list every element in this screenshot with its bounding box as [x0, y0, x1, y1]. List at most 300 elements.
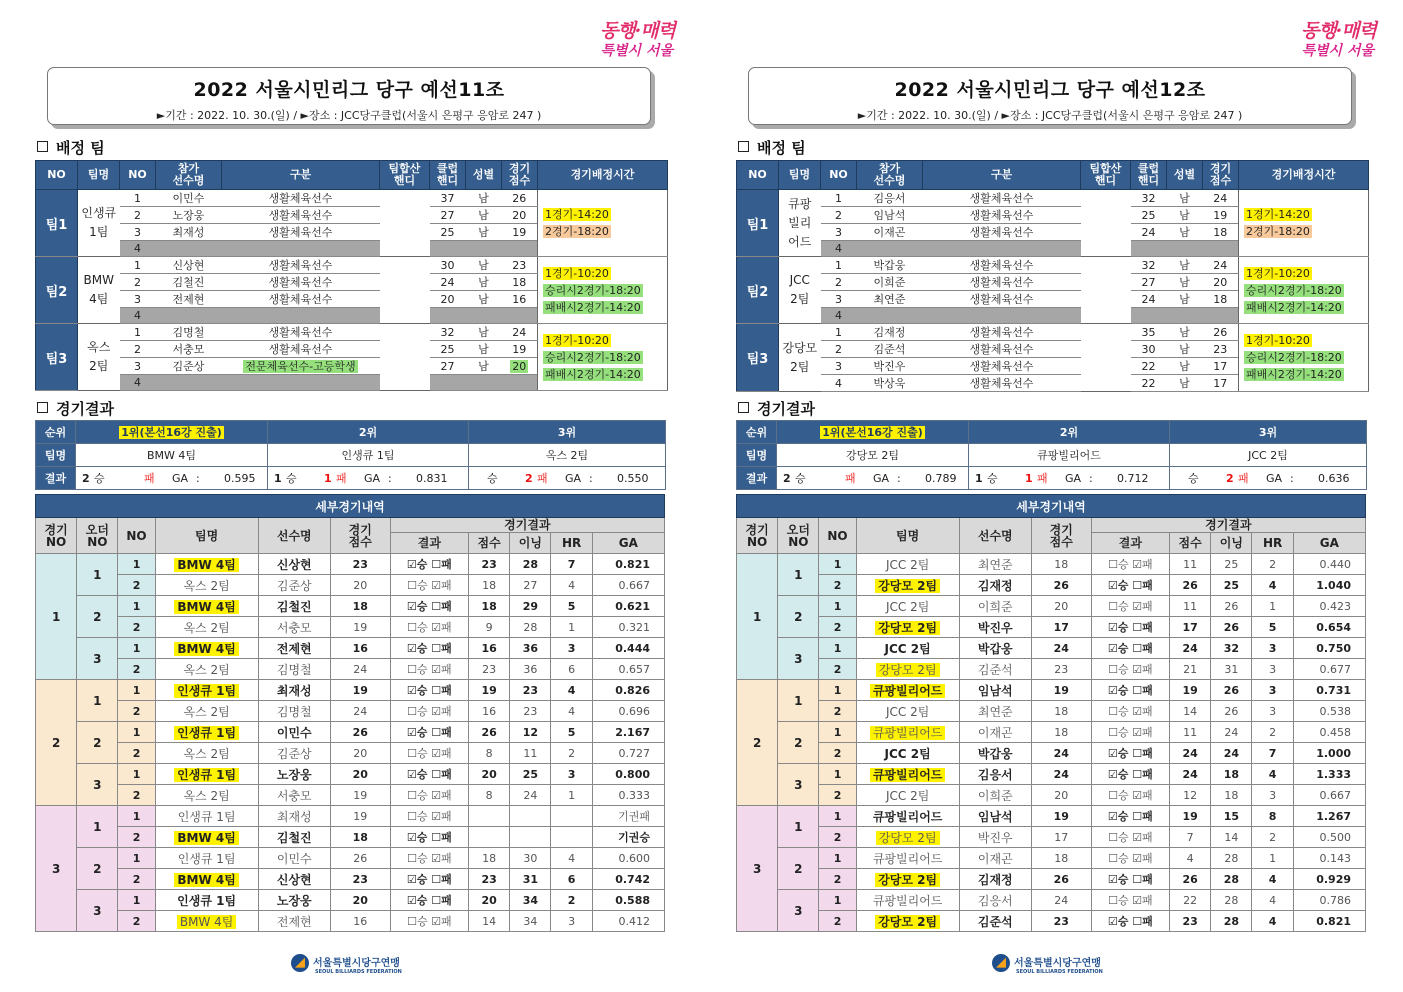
ga-sep: :	[897, 472, 901, 485]
row-team	[856, 827, 959, 848]
row-points: 19	[1170, 806, 1211, 827]
row-result-checkbox: ☐승 ☑패	[1091, 827, 1169, 848]
detail-header: NO	[819, 518, 856, 554]
row-team	[155, 680, 258, 701]
row-ga: 0.667	[592, 575, 664, 596]
rank-team: 강당모 2팀	[777, 444, 969, 467]
assign-header: NO	[120, 161, 156, 190]
row-team-text: 큐팡빌리어드	[870, 684, 946, 698]
detail-row	[737, 575, 1366, 596]
row-team-text: JCC 2팀	[885, 557, 930, 572]
player-no: 4	[120, 308, 156, 324]
row-no: 2	[819, 659, 856, 680]
detail-row	[36, 806, 665, 827]
row-score: 18	[1031, 701, 1091, 722]
row-hr: 4	[551, 575, 592, 596]
rank-result	[969, 467, 1170, 490]
row-player: 전제현	[258, 911, 330, 932]
row-team	[856, 554, 959, 575]
rank-second-header: 2위	[969, 421, 1170, 444]
row-score: 23	[1031, 659, 1091, 680]
row-team-text: 인생큐 1팀	[177, 851, 236, 866]
order-no: 3	[778, 890, 819, 932]
logo-line-2: 특별시 서울	[600, 43, 673, 59]
row-result-checkbox: ☐승 ☑패	[1091, 596, 1169, 617]
row-inning: 34	[510, 911, 551, 932]
row-player: 신상현	[258, 869, 330, 890]
player-sex: 남	[466, 224, 502, 241]
schedule-cell	[1239, 257, 1369, 324]
row-inning: 14	[1211, 827, 1252, 848]
row-team	[155, 575, 258, 596]
row-ga: 0.677	[1293, 659, 1365, 680]
row-score: 24	[1031, 764, 1091, 785]
row-inning: 26	[1211, 701, 1252, 722]
player-score: 19	[502, 341, 538, 358]
detail-header: 이닝	[1211, 533, 1252, 554]
detail-table	[35, 494, 665, 932]
row-result-checkbox: ☑승 ☐패	[390, 764, 468, 785]
team-header: 팀명	[737, 444, 777, 467]
assign-header: 팀명	[779, 161, 821, 190]
player-name: 최연준	[857, 291, 923, 308]
detail-title: 세부경기내역	[737, 495, 1366, 518]
assign-header: NO	[821, 161, 857, 190]
row-points: 18	[469, 596, 510, 617]
club-handicap: 24	[1131, 224, 1167, 241]
row-player: 이민수	[258, 722, 330, 743]
row-team	[856, 848, 959, 869]
row-result-checkbox: ☐승 ☑패	[390, 848, 468, 869]
row-ga: 0.800	[592, 764, 664, 785]
ga-sep: :	[1089, 472, 1093, 485]
detail-header: 오더 NO	[778, 518, 819, 554]
player-score: 18	[1203, 224, 1239, 241]
row-inning: 31	[510, 869, 551, 890]
schedule-time: 패배시2경기-14:20	[1246, 300, 1342, 314]
row-inning: 28	[510, 617, 551, 638]
row-hr: 3	[1252, 659, 1293, 680]
detail-row	[36, 575, 665, 596]
row-player: 서충모	[258, 617, 330, 638]
row-team-text: 강당모 2팀	[875, 621, 940, 635]
player-score	[502, 308, 538, 324]
player-no: 3	[821, 291, 857, 308]
row-points: 26	[1170, 575, 1211, 596]
detail-row	[36, 911, 665, 932]
row-points: 16	[469, 701, 510, 722]
row-points: 7	[1170, 827, 1211, 848]
team-label: 팀3	[737, 324, 779, 392]
player-name: 신상현	[156, 257, 222, 274]
row-points	[469, 827, 510, 848]
row-score: 20	[1031, 785, 1091, 806]
detail-row	[737, 701, 1366, 722]
player-sex: 남	[466, 291, 502, 308]
row-hr: 3	[1252, 638, 1293, 659]
row-team-text: 강당모 2팀	[875, 873, 940, 887]
row-ga: 0.333	[592, 785, 664, 806]
detail-row	[737, 806, 1366, 827]
game-no: 3	[36, 806, 77, 932]
row-team	[856, 785, 959, 806]
title-box	[47, 67, 651, 125]
player-sex: 남	[1167, 190, 1203, 207]
row-player: 김준상	[258, 743, 330, 764]
federation-name: 서울특별시당구연맹	[313, 958, 400, 969]
row-team-text: 옥스 2팀	[183, 704, 230, 719]
row-score: 17	[1031, 617, 1091, 638]
club-handicap: 27	[1131, 274, 1167, 291]
row-team-text: BMW 4팀	[174, 873, 238, 887]
player-type: 생활체육선수	[222, 291, 380, 308]
club-handicap: 22	[1131, 358, 1167, 375]
win-count: 1	[274, 472, 282, 485]
schedule-time: 2경기-18:20	[1246, 225, 1310, 238]
club-handicap: 32	[1131, 257, 1167, 274]
row-hr: 4	[551, 848, 592, 869]
detail-header: 경기 점수	[1031, 518, 1091, 554]
row-team-text: 인생큐 1팀	[174, 768, 239, 782]
row-points: 18	[469, 848, 510, 869]
player-name: 이민수	[156, 190, 222, 207]
club-handicap: 24	[1131, 291, 1167, 308]
player-no: 1	[120, 190, 156, 207]
player-no: 1	[821, 257, 857, 274]
row-result-checkbox: ☑승 ☐패	[1091, 617, 1169, 638]
assign-header: 성별	[466, 161, 502, 190]
row-player: 김재정	[959, 869, 1031, 890]
detail-header: 경기 NO	[36, 518, 77, 554]
player-sex: 남	[1167, 207, 1203, 224]
club-handicap: 24	[430, 274, 466, 291]
player-name	[156, 241, 222, 257]
assign-header: 성별	[1167, 161, 1203, 190]
detail-row	[737, 617, 1366, 638]
row-hr: 7	[551, 554, 592, 575]
schedule-time: 패배시2경기-14:20	[545, 367, 641, 381]
row-no: 1	[118, 596, 155, 617]
detail-header: 선수명	[258, 518, 330, 554]
player-no: 4	[821, 241, 857, 257]
player-no: 3	[120, 224, 156, 241]
row-no: 2	[118, 869, 155, 890]
player-name: 김준상	[156, 358, 222, 375]
row-inning: 26	[1211, 680, 1252, 701]
player-type: 생활체육선수	[222, 341, 380, 358]
loss-label: 패	[1238, 472, 1249, 485]
row-hr: 2	[551, 743, 592, 764]
row-no: 2	[118, 617, 155, 638]
ga-value: 0.595	[224, 472, 256, 485]
player-sex: 남	[466, 190, 502, 207]
row-player: 이재곤	[959, 848, 1031, 869]
ga-label: GA	[1065, 472, 1082, 485]
row-hr: 4	[1252, 890, 1293, 911]
section-result-label: 경기결과	[757, 400, 815, 418]
row-points: 14	[469, 911, 510, 932]
player-sex: 남	[466, 358, 502, 375]
game-no: 1	[36, 554, 77, 680]
row-hr	[551, 827, 592, 848]
detail-row	[36, 701, 665, 722]
row-team-text: 옥스 2팀	[183, 620, 230, 635]
page-title: 2022 서울시민리그 당구 예선12조	[894, 79, 1206, 101]
schedule-time: 1경기-14:20	[1246, 208, 1310, 221]
row-points: 26	[469, 722, 510, 743]
detail-header: NO	[118, 518, 155, 554]
row-result-checkbox: ☐승 ☑패	[390, 701, 468, 722]
row-result-checkbox: ☑승 ☐패	[390, 680, 468, 701]
row-hr: 1	[551, 785, 592, 806]
row-team-text: 큐팡빌리어드	[870, 726, 946, 740]
row-team-text: 강당모 2팀	[875, 579, 940, 593]
row-result-checkbox: ☐승 ☑패	[1091, 848, 1169, 869]
schedule-cell	[538, 257, 668, 324]
order-no: 2	[77, 848, 118, 890]
row-inning: 32	[1211, 638, 1252, 659]
row-no: 1	[819, 848, 856, 869]
assign-header: 경기 점수	[502, 161, 538, 190]
row-points: 24	[1170, 743, 1211, 764]
ranking-table	[736, 420, 1367, 490]
club-handicap: 30	[1131, 341, 1167, 358]
row-ga: 0.538	[1293, 701, 1365, 722]
win-count: 1	[975, 472, 983, 485]
row-team-text: 강당모 2팀	[876, 663, 940, 677]
player-name	[156, 308, 222, 324]
checkbox-bullet-icon	[37, 141, 48, 152]
player-sex: 남	[1167, 375, 1203, 392]
rank-second-header: 2위	[268, 421, 469, 444]
row-team	[155, 659, 258, 680]
row-ga: 0.821	[1293, 911, 1365, 932]
row-team-text: BMW 4팀	[174, 600, 238, 614]
row-player: 이재곤	[959, 722, 1031, 743]
logo-line-2: 특별시 서울	[1301, 43, 1374, 59]
row-team	[856, 869, 959, 890]
schedule-time: 1경기-10:20	[545, 333, 609, 347]
row-score: 20	[330, 890, 390, 911]
detail-row	[36, 596, 665, 617]
row-no: 2	[118, 701, 155, 722]
row-team-text: BMW 4팀	[174, 558, 238, 572]
row-score: 24	[330, 701, 390, 722]
row-no: 1	[118, 764, 155, 785]
detail-header: GA	[1293, 533, 1365, 554]
player-score: 18	[1203, 291, 1239, 308]
row-result-checkbox: ☑승 ☐패	[390, 596, 468, 617]
club-handicap: 35	[1131, 324, 1167, 341]
row-player: 전제현	[258, 638, 330, 659]
detail-row	[737, 722, 1366, 743]
row-result-checkbox: ☑승 ☐패	[1091, 680, 1169, 701]
detail-row	[36, 743, 665, 764]
row-score: 24	[1031, 638, 1091, 659]
detail-row	[36, 764, 665, 785]
rank-result	[777, 467, 969, 490]
player-name: 김준석	[857, 341, 923, 358]
row-player: 김응서	[959, 890, 1031, 911]
rank-first-label: 1위(본선16강 진출)	[121, 426, 222, 439]
row-ga: 0.657	[592, 659, 664, 680]
win-count: 2	[783, 472, 791, 485]
row-team	[856, 722, 959, 743]
row-no: 2	[118, 743, 155, 764]
row-team	[155, 785, 258, 806]
row-team	[155, 743, 258, 764]
order-no: 1	[77, 554, 118, 596]
club-handicap: 32	[1131, 190, 1167, 207]
team-handicap	[380, 324, 430, 391]
page-subtitle: ►기간 : 2022. 10. 30.(일) / ►장소 : JCC당구클럽(서울시 은평구 응암로 247 )	[857, 109, 1243, 122]
row-no: 1	[819, 806, 856, 827]
row-team-text: 옥스 2팀	[183, 578, 230, 593]
player-no: 2	[821, 341, 857, 358]
loss-count: 2	[525, 472, 533, 485]
rank-team: JCC 2팀	[1170, 444, 1367, 467]
ranking-table	[35, 420, 666, 490]
row-team	[856, 743, 959, 764]
player-name: 임남석	[857, 207, 923, 224]
player-type: 생활체육선수	[923, 375, 1081, 392]
row-result-checkbox: ☐승 ☑패	[390, 911, 468, 932]
player-type: 생활체육선수	[923, 190, 1081, 207]
team-header: 팀명	[36, 444, 76, 467]
schedule-cell	[1239, 324, 1369, 392]
order-no: 2	[778, 596, 819, 638]
row-points: 19	[1170, 680, 1211, 701]
assign-row	[737, 324, 1369, 341]
row-hr: 4	[1252, 869, 1293, 890]
row-score: 16	[330, 638, 390, 659]
row-player: 이민수	[258, 848, 330, 869]
player-score: 20	[1203, 274, 1239, 291]
row-player: 김철진	[258, 827, 330, 848]
detail-row	[737, 785, 1366, 806]
ga-value: 0.636	[1318, 472, 1350, 485]
detail-row	[36, 827, 665, 848]
federation-sub: SEOUL BILLIARDS FEDERATION	[1016, 969, 1103, 975]
rank-header: 순위	[36, 421, 76, 444]
ga-value: 0.831	[416, 472, 448, 485]
game-no: 2	[36, 680, 77, 806]
detail-row	[737, 764, 1366, 785]
row-no: 1	[118, 638, 155, 659]
row-ga: 0.321	[592, 617, 664, 638]
player-score-text: 20	[512, 359, 527, 373]
row-team	[155, 701, 258, 722]
row-player: 김재정	[959, 575, 1031, 596]
detail-row	[36, 680, 665, 701]
player-sex: 남	[1167, 291, 1203, 308]
row-player: 서충모	[258, 785, 330, 806]
checkbox-bullet-icon	[37, 402, 48, 413]
row-player: 최연준	[959, 554, 1031, 575]
row-ga: 0.826	[592, 680, 664, 701]
player-sex: 남	[1167, 324, 1203, 341]
player-score	[502, 375, 538, 391]
player-no: 1	[821, 190, 857, 207]
player-type: 생활체육선수	[923, 291, 1081, 308]
row-score: 19	[330, 806, 390, 827]
row-team	[155, 596, 258, 617]
assign-header: 참가 선수명	[857, 161, 923, 190]
row-team	[155, 554, 258, 575]
row-score: 23	[1031, 911, 1091, 932]
club-handicap	[430, 241, 466, 257]
row-result-checkbox: ☑승 ☐패	[1091, 869, 1169, 890]
club-handicap	[430, 308, 466, 324]
row-player: 박갑웅	[959, 638, 1031, 659]
assign-header: 구분	[222, 161, 380, 190]
row-player: 최연준	[959, 701, 1031, 722]
row-team	[155, 890, 258, 911]
detail-header: HR	[1252, 533, 1293, 554]
assign-row	[36, 190, 668, 207]
player-name: 김명철	[156, 324, 222, 341]
player-score: 24	[1203, 257, 1239, 274]
row-no: 2	[118, 659, 155, 680]
team-name: 옥스 2팀	[78, 324, 120, 391]
player-score	[502, 358, 538, 375]
player-no: 3	[821, 224, 857, 241]
club-handicap	[430, 375, 466, 391]
row-team	[856, 764, 959, 785]
player-sex: 남	[1167, 274, 1203, 291]
row-no: 1	[118, 554, 155, 575]
row-team-text: BMW 4팀	[174, 642, 238, 656]
team-handicap	[380, 257, 430, 324]
schedule-time: 1경기-10:20	[545, 266, 609, 280]
row-ga: 0.750	[1293, 638, 1365, 659]
row-hr: 5	[551, 722, 592, 743]
row-no: 1	[118, 890, 155, 911]
ga-sep: :	[196, 472, 200, 485]
row-points	[469, 806, 510, 827]
rank-first-header	[777, 421, 969, 444]
row-score: 24	[1031, 890, 1091, 911]
player-score: 18	[502, 274, 538, 291]
row-inning: 12	[510, 722, 551, 743]
detail-row	[737, 554, 1366, 575]
detail-row	[737, 890, 1366, 911]
player-no: 1	[120, 324, 156, 341]
loss-count: 2	[1226, 472, 1234, 485]
row-score: 26	[1031, 869, 1091, 890]
row-team-text: 큐팡빌리어드	[872, 893, 943, 908]
row-hr: 3	[551, 911, 592, 932]
checkbox-bullet-icon	[738, 141, 749, 152]
row-ga: 1.333	[1293, 764, 1365, 785]
row-team-text: JCC 2팀	[884, 641, 931, 656]
loss-count: 1	[324, 472, 332, 485]
row-player: 임남석	[959, 806, 1031, 827]
row-points: 24	[1170, 638, 1211, 659]
section-result-heading	[738, 398, 815, 419]
row-hr: 4	[1252, 764, 1293, 785]
player-type	[222, 308, 380, 324]
logo-line-1: 동행·매력	[599, 20, 675, 42]
row-no: 1	[819, 638, 856, 659]
detail-row	[36, 659, 665, 680]
section-assign-label: 배정 팀	[56, 139, 105, 157]
row-inning: 36	[510, 638, 551, 659]
order-no: 1	[778, 554, 819, 596]
row-hr: 2	[1252, 554, 1293, 575]
row-inning: 30	[510, 848, 551, 869]
row-ga: 0.444	[592, 638, 664, 659]
